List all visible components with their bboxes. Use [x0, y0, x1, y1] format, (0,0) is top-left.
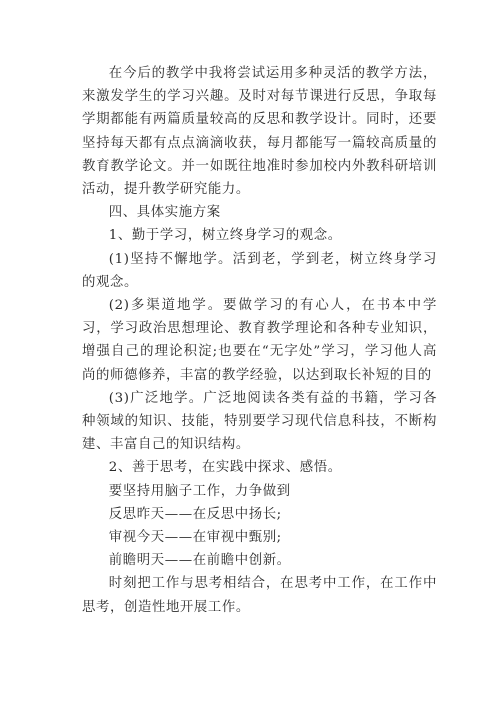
document-page [82, 62, 437, 619]
study-item-1: (1)坚持不懈地学。活到老，学到老，树立终身学习的观念。 [82, 251, 437, 290]
intro-paragraph: 在今后的教学中我将尝试运用多种灵活的教学方法，来激发学生的学习兴趣。及时对每节课进行反思，争取每学期都能有两篇质量较高的反思和教学设计。同时，还要坚持每天都有点点滴滴收获，每月都能写一篇较高质量的教育教学论文。并一如既往地准时参加校内外教科研培训活动，提升教学研究能力。 [82, 66, 437, 198]
think-line-3: 审视今天——在审视中甄别; [108, 530, 282, 546]
study-item-3: (3)广泛地学。广泛地阅读各类有益的书籍，学习各种领域的知识、技能，特别要学习现代信息科技，不断构建、丰富自己的知识结构。 [82, 390, 437, 453]
think-line-2: 反思昨天——在反思中扬长; [108, 506, 282, 522]
think-line-1: 要坚持用脑子工作，力争做到 [108, 483, 291, 499]
section-heading-implementation: 四、具体实施方案 [108, 205, 221, 221]
think-line-4: 前瞻明天——在前瞻中创新。 [108, 553, 291, 569]
study-item-2: (2)多渠道地学。要做学习的有心人，在书本中学习，学习政治思想理论、教育教学理论和各种专业知识，增强自己的理论积淀;也要在“无字处”学习，学习他人高尚的师德修养，丰富的教学经验，以达到取长补短的目的 [82, 298, 437, 383]
subheading-think: 2、善于思考，在实践中探求、感悟。 [108, 460, 342, 476]
subheading-study: 1、勤于学习，树立终身学习的观念。 [108, 228, 342, 244]
closing-paragraph: 时刻把工作与思考相结合，在思考中工作，在工作中思考，创造性地开展工作。 [82, 576, 437, 615]
